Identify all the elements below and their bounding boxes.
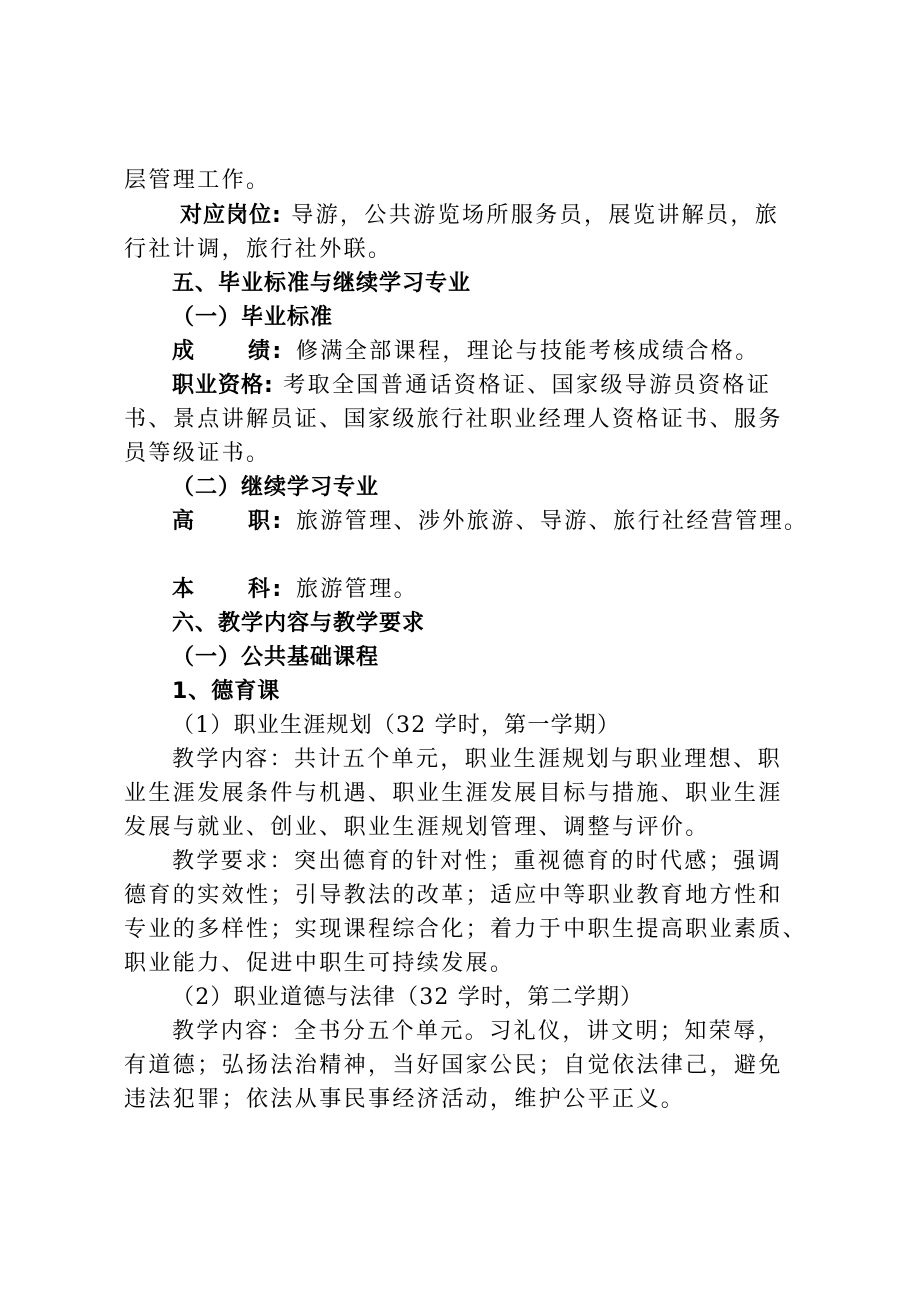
higher-vocational-text: 旅游管理、涉外旅游、导游、旅行社经营管理。 <box>296 509 809 534</box>
course-title: （1）职业生涯规划（32 学时，第一学期） <box>172 713 621 738</box>
paragraph-text: 发展与就业、创业、职业生涯规划管理、调整与评价。 <box>124 815 710 840</box>
paragraph-text: 业生涯发展条件与机遇、职业生涯发展目标与措施、职业生涯 <box>124 781 783 806</box>
paragraph-text: 层管理工作。 <box>124 168 271 193</box>
qualification-label: 职业资格: <box>172 373 274 398</box>
grade-paragraph <box>172 337 862 367</box>
paragraph-text: 专业的多样性；实现课程综合化；着力于中职生提高职业素质、 <box>124 917 808 942</box>
undergraduate-text: 旅游管理。 <box>296 577 419 602</box>
grade-label: 成 绩: <box>172 339 284 364</box>
paragraph-text: 员等级证书。 <box>124 441 271 466</box>
paragraph-text: 职业能力、促进中职生可持续发展。 <box>124 951 515 976</box>
qualification-paragraph <box>172 371 862 401</box>
paragraph-text: 有道德；弘扬法治精神，当好国家公民；自觉依法律己，避免 <box>124 1053 783 1078</box>
subsection-heading: （一）毕业标准 <box>172 305 334 330</box>
post-text: 导游，公共游览场所服务员，展览讲解员，旅 <box>291 203 780 228</box>
undergraduate-paragraph <box>172 575 862 605</box>
section-heading: 六、教学内容与教学要求 <box>172 611 426 636</box>
paragraph-text: 教学内容：全书分五个单元。习礼仪，讲文明；知荣辱， <box>172 1019 783 1044</box>
paragraph-text: 教学要求：突出德育的针对性；重视德育的时代感；强调 <box>172 849 783 874</box>
section-heading: 五、毕业标准与继续学习专业 <box>172 271 472 296</box>
paragraph-text: 违法犯罪；依法从事民事经济活动，维护公平正义。 <box>124 1087 686 1112</box>
higher-vocational-label: 高 职: <box>172 509 284 534</box>
post-label: 对应岗位: <box>180 203 282 228</box>
subsection-heading: （一）公共基础课程 <box>172 645 380 670</box>
sub-subsection-heading: 1、德育课 <box>172 679 281 704</box>
higher-vocational-paragraph <box>172 507 862 537</box>
grade-text: 修满全部课程，理论与技能考核成绩合格。 <box>296 339 760 364</box>
undergraduate-label: 本 科: <box>172 577 284 602</box>
paragraph-text: 书、景点讲解员证、国家级旅行社职业经理人资格证书、服务 <box>124 407 783 432</box>
paragraph-text: 行社计调，旅行社外联。 <box>124 237 393 262</box>
paragraph-text: 德育的实效性；引导教法的改革；适应中等职业教育地方性和 <box>124 883 783 908</box>
post-paragraph <box>180 201 870 231</box>
paragraph-text: 教学内容：共计五个单元，职业生涯规划与职业理想、职 <box>172 747 783 772</box>
qualification-text: 考取全国普通话资格证、国家级导游员资格证 <box>283 373 772 398</box>
subsection-heading: （二）继续学习专业 <box>172 475 380 500</box>
course-title: （2）职业道德与法律（32 学时，第二学期） <box>172 985 644 1010</box>
